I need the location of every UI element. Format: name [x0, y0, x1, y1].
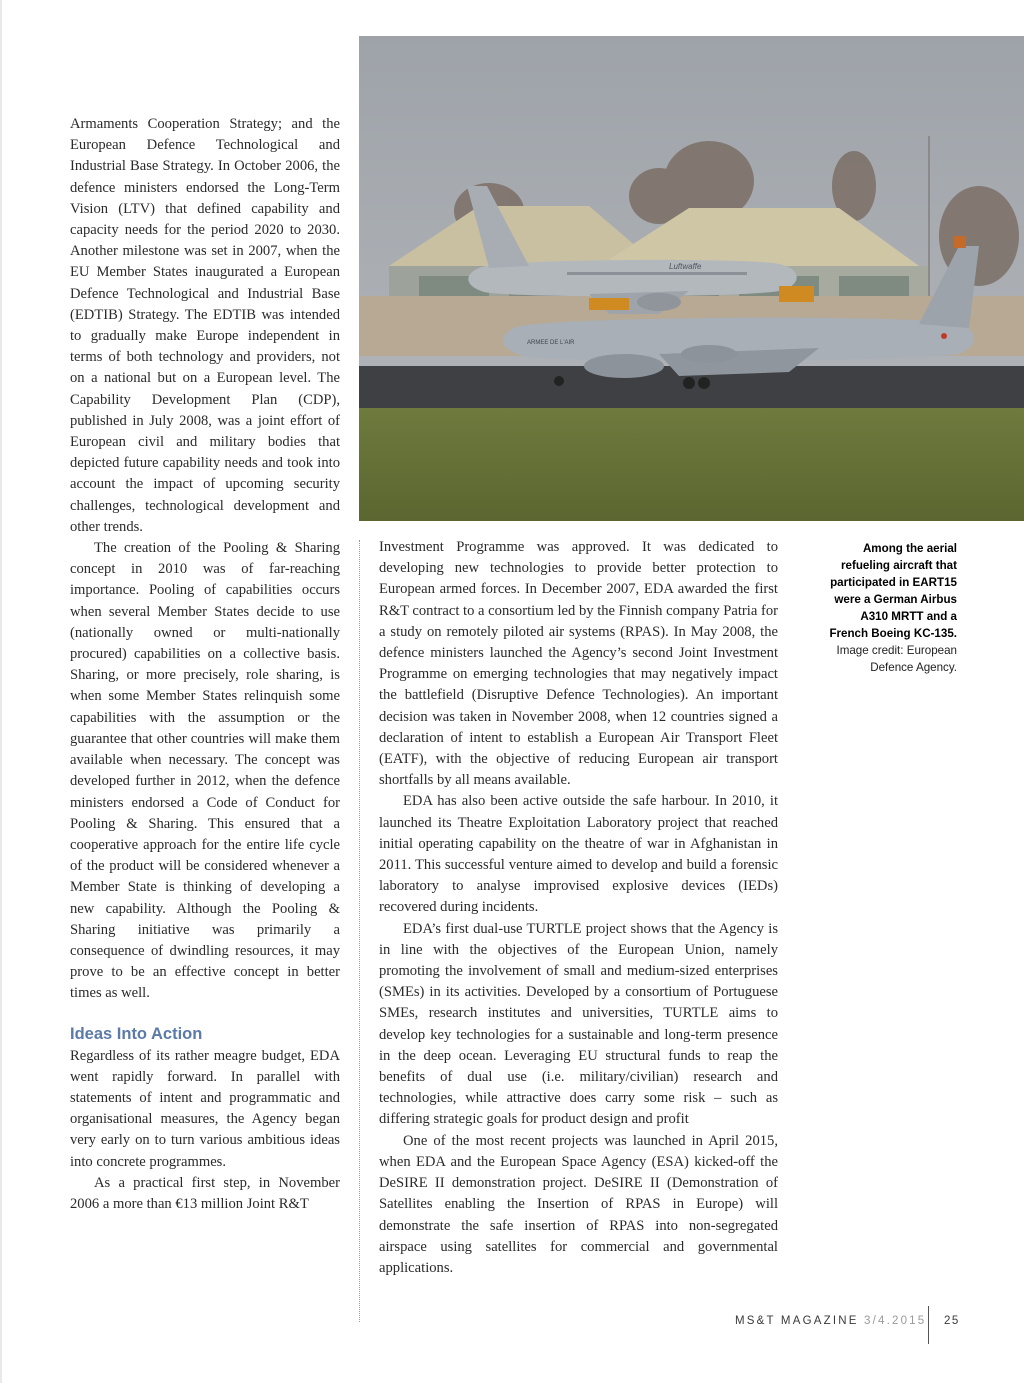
left-column [70, 114, 340, 1215]
photo-illustration [359, 36, 1024, 521]
left-paragraph: Armaments Cooperation Strategy; and the European Defence Technological and Industrial Base Strategy. In October 2006, the defence ministers endorsed the Long-Term Vision (LTV) that defined capability and capacity needs for the period 2020 to 2030. Another milestone was set in 2007, when the EU Member States inaugurated a European Defence Technological and Industrial Base (EDTIB) Strategy. The EDTIB was intended to gradually make Europe independent in terms of both technology and providers, not on a national but on a European level. The Capability Development Plan (CDP), published in July 2008, was a joint effort of European civil and military bodies that depicted future capability needs and took into account the impact of upcoming security challenges, technological development and other trends. [70, 116, 340, 535]
middle-paragraph: One of the most recent projects was launched in April 2015, when EDA and the European Space Agency (ESA) kicked-off the DeSIRE II demonstration project. DeSIRE II (Demonstration of Satellites enabling the Insertion of RPAS in Europe) will demonstrate the safe insertion of RPAS into non-segregated airspace using satellites for commercial and governmental applications. [379, 1132, 778, 1276]
caption-text: Among the aerial refueling aircraft that participated in EART15 were a German Airbus A310 MRTT and a French Boeing KC-135. [829, 542, 957, 640]
caption-credit: Image credit: European Defence Agency. [836, 644, 957, 674]
left-paragraph: As a practical first step, in November 2006 a more than €13 million Joint R&T [70, 1174, 340, 1212]
middle-paragraph: Investment Programme was approved. It was dedicated to developing new technologies to provide better protection to European armed forces. In December 2007, EDA awarded the first R&T contract to a consortium led by the Finnish company Patria for a study on remotely piloted air systems (RPAS). In May 2008, the defence ministers launched the Agency’s second Joint Investment Programme on emerging technologies that may negatively impact the battlefield (Disruptive Defence Technologies). An important decision was taken in November 2008, when 12 countries signed a declaration of intent to establish a European Air Transport Fleet (EATF), with the objective of reducing European air transport shortfalls by all means available. [379, 539, 778, 789]
footer-magazine [735, 1315, 926, 1327]
footer-rule [928, 1306, 929, 1344]
middle-column [379, 537, 778, 1279]
issue-number: 3/4.2015 [864, 1315, 927, 1327]
photo-caption [820, 540, 957, 676]
magazine-name: MS&T MAGAZINE [735, 1315, 859, 1327]
grass [359, 408, 1024, 521]
section-heading: Ideas Into Action [70, 1024, 203, 1043]
middle-paragraph: EDA’s first dual-use TURTLE project shows that the Agency is in line with the objectives of the European Union, namely promoting the involvement of small and medium-sized enterprises (SMEs) in its activities. Developed by a consortium of Portuguese SMEs, research institutes and universities, TURTLE aims to develop key technologies for a sustainable and long-term presence in the deep ocean. Leveraging EU structural funds to reap the benefits of dual use (i.e. military/civilian) research and technologies, while attractive does carry some risk – such as differing strategic goals for product design and profit [379, 920, 778, 1128]
left-paragraph: Regardless of its rather meagre budget, EDA went rapidly forward. In parallel with statements of intent and programmatic and organisational measures, the Agency began very early on to turn various ambitious ideas into concrete programmes. [70, 1047, 340, 1170]
aircraft-photo [359, 36, 1024, 521]
page-number: 25 [944, 1315, 960, 1327]
kc135-marking: ARMEE DE L'AIR [527, 340, 575, 346]
a310-marking: Luftwaffe [669, 262, 702, 271]
page-edge [0, 0, 2, 1383]
middle-paragraph: EDA has also been active outside the safe harbour. In 2010, it launched its Theatre Exploitation Laboratory project that reached initial operating capability on the theatre of war in Afghanistan in 2011. This successful venture aimed to develop and build a forensic laboratory to analyse improvised explosive devices (IEDs) recovered during incidents. [379, 793, 778, 916]
column-divider [359, 540, 360, 1322]
left-paragraph: The creation of the Pooling & Sharing concept in 2010 was of far-reaching importance. Pooling of capabilities occurs when several Member States decide to use (nationally owned or multi-nationally procured) capabilities on a collective basis. Sharing, or more precisely, role sharing, is when some Member States relinquish some capabilities with the assumption or the guarantee that other countries will make them available when necessary. The concept was developed further in 2012, when the defence ministers endorsed a Code of Conduct for Pooling & Sharing. This ensured that a cooperative approach for the entire life cycle of the product will be considered whenever a Member State is thinking of developing a new capability. Although the Pooling & Sharing initiative was primarily a consequence of dwindling resources, it may prove to be an effective concept in better times as well. [70, 540, 340, 1002]
